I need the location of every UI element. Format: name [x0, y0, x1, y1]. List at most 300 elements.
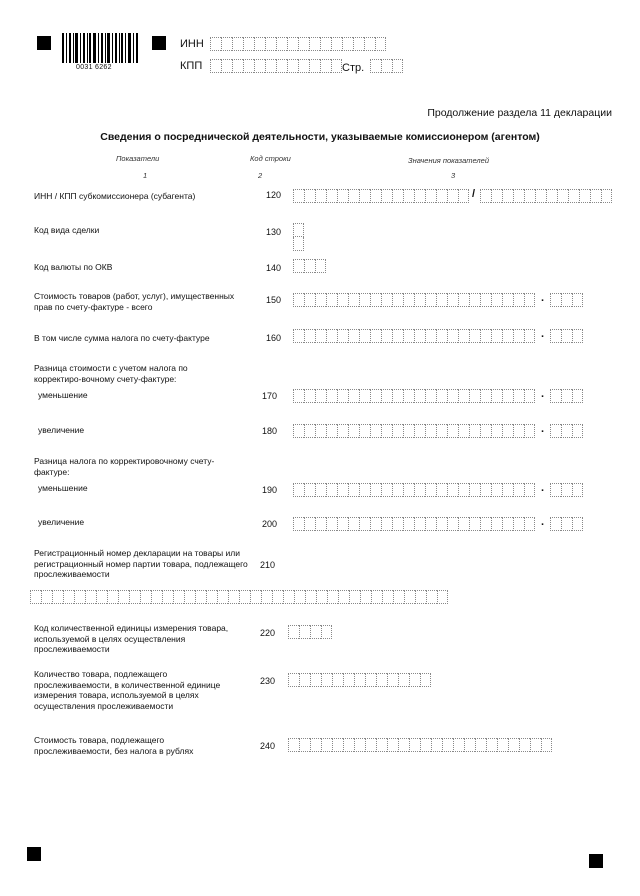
character-cell[interactable]: [30, 590, 41, 604]
character-cell[interactable]: [293, 293, 304, 307]
character-cell[interactable]: [321, 738, 332, 752]
character-cell[interactable]: [513, 293, 524, 307]
character-cell[interactable]: [425, 483, 436, 497]
character-cell[interactable]: [41, 590, 52, 604]
character-cell[interactable]: [348, 293, 359, 307]
character-cell[interactable]: [535, 189, 546, 203]
total-cost-kopecks-field[interactable]: [550, 293, 583, 307]
character-cell[interactable]: [436, 189, 447, 203]
character-cell[interactable]: [298, 59, 309, 73]
character-cell[interactable]: [447, 424, 458, 438]
character-cell[interactable]: [550, 483, 561, 497]
character-cell[interactable]: [480, 483, 491, 497]
character-cell[interactable]: [425, 517, 436, 531]
character-cell[interactable]: [360, 590, 371, 604]
character-cell[interactable]: [276, 37, 287, 51]
character-cell[interactable]: [107, 590, 118, 604]
character-cell[interactable]: [572, 389, 583, 403]
character-cell[interactable]: [293, 517, 304, 531]
character-cell[interactable]: [304, 424, 315, 438]
character-cell[interactable]: [326, 329, 337, 343]
character-cell[interactable]: [425, 424, 436, 438]
character-cell[interactable]: [315, 517, 326, 531]
character-cell[interactable]: [370, 189, 381, 203]
character-cell[interactable]: [550, 329, 561, 343]
character-cell[interactable]: [293, 237, 304, 251]
character-cell[interactable]: [491, 189, 502, 203]
character-cell[interactable]: [480, 389, 491, 403]
character-cell[interactable]: [261, 590, 272, 604]
character-cell[interactable]: [359, 329, 370, 343]
character-cell[interactable]: [332, 738, 343, 752]
character-cell[interactable]: [283, 590, 294, 604]
character-cell[interactable]: [381, 189, 392, 203]
character-cell[interactable]: [453, 738, 464, 752]
character-cell[interactable]: [392, 59, 403, 73]
character-cell[interactable]: [140, 590, 151, 604]
character-cell[interactable]: [469, 517, 480, 531]
character-cell[interactable]: [458, 424, 469, 438]
character-cell[interactable]: [502, 483, 513, 497]
character-cell[interactable]: [447, 293, 458, 307]
character-cell[interactable]: [541, 738, 552, 752]
character-cell[interactable]: [502, 424, 513, 438]
character-cell[interactable]: [458, 189, 469, 203]
character-cell[interactable]: [436, 483, 447, 497]
character-cell[interactable]: [480, 424, 491, 438]
character-cell[interactable]: [502, 329, 513, 343]
character-cell[interactable]: [304, 329, 315, 343]
character-cell[interactable]: [315, 189, 326, 203]
character-cell[interactable]: [447, 189, 458, 203]
character-cell[interactable]: [502, 389, 513, 403]
character-cell[interactable]: [337, 517, 348, 531]
character-cell[interactable]: [447, 389, 458, 403]
character-cell[interactable]: [272, 590, 283, 604]
character-cell[interactable]: [425, 293, 436, 307]
character-cell[interactable]: [315, 259, 326, 273]
character-cell[interactable]: [315, 293, 326, 307]
tax-amount-field[interactable]: [293, 329, 535, 343]
character-cell[interactable]: [568, 189, 579, 203]
character-cell[interactable]: [513, 424, 524, 438]
character-cell[interactable]: [337, 389, 348, 403]
character-cell[interactable]: [370, 329, 381, 343]
character-cell[interactable]: [524, 293, 535, 307]
character-cell[interactable]: [337, 293, 348, 307]
character-cell[interactable]: [409, 738, 420, 752]
character-cell[interactable]: [508, 738, 519, 752]
character-cell[interactable]: [287, 59, 298, 73]
character-cell[interactable]: [315, 329, 326, 343]
character-cell[interactable]: [293, 483, 304, 497]
character-cell[interactable]: [420, 673, 431, 687]
character-cell[interactable]: [572, 424, 583, 438]
character-cell[interactable]: [392, 483, 403, 497]
character-cell[interactable]: [326, 189, 337, 203]
character-cell[interactable]: [337, 189, 348, 203]
quantity-field[interactable]: [288, 673, 431, 687]
character-cell[interactable]: [601, 189, 612, 203]
character-cell[interactable]: [326, 293, 337, 307]
character-cell[interactable]: [365, 673, 376, 687]
character-cell[interactable]: [458, 517, 469, 531]
character-cell[interactable]: [524, 389, 535, 403]
character-cell[interactable]: [403, 293, 414, 307]
character-cell[interactable]: [403, 389, 414, 403]
character-cell[interactable]: [458, 329, 469, 343]
character-cell[interactable]: [348, 424, 359, 438]
character-cell[interactable]: [254, 37, 265, 51]
cost-increase-field[interactable]: [293, 424, 535, 438]
character-cell[interactable]: [491, 389, 502, 403]
character-cell[interactable]: [293, 259, 304, 273]
character-cell[interactable]: [414, 329, 425, 343]
character-cell[interactable]: [299, 625, 310, 639]
character-cell[interactable]: [392, 389, 403, 403]
tax-increase-field[interactable]: [293, 517, 535, 531]
character-cell[interactable]: [331, 59, 342, 73]
character-cell[interactable]: [458, 293, 469, 307]
character-cell[interactable]: [332, 673, 343, 687]
character-cell[interactable]: [321, 673, 332, 687]
character-cell[interactable]: [304, 189, 315, 203]
character-cell[interactable]: [447, 517, 458, 531]
character-cell[interactable]: [342, 37, 353, 51]
character-cell[interactable]: [414, 424, 425, 438]
character-cell[interactable]: [561, 329, 572, 343]
character-cell[interactable]: [195, 590, 206, 604]
character-cell[interactable]: [265, 59, 276, 73]
character-cell[interactable]: [221, 37, 232, 51]
character-cell[interactable]: [381, 424, 392, 438]
character-cell[interactable]: [309, 59, 320, 73]
character-cell[interactable]: [381, 517, 392, 531]
character-cell[interactable]: [561, 517, 572, 531]
character-cell[interactable]: [572, 329, 583, 343]
character-cell[interactable]: [469, 424, 480, 438]
character-cell[interactable]: [458, 389, 469, 403]
character-cell[interactable]: [491, 293, 502, 307]
character-cell[interactable]: [469, 389, 480, 403]
character-cell[interactable]: [315, 483, 326, 497]
character-cell[interactable]: [513, 329, 524, 343]
character-cell[interactable]: [491, 483, 502, 497]
character-cell[interactable]: [337, 329, 348, 343]
inn-subagent-field[interactable]: [293, 189, 469, 203]
character-cell[interactable]: [359, 293, 370, 307]
character-cell[interactable]: [431, 738, 442, 752]
currency-code-field[interactable]: [293, 259, 326, 273]
character-cell[interactable]: [326, 483, 337, 497]
character-cell[interactable]: [381, 329, 392, 343]
character-cell[interactable]: [480, 329, 491, 343]
character-cell[interactable]: [217, 590, 228, 604]
character-cell[interactable]: [579, 189, 590, 203]
character-cell[interactable]: [414, 293, 425, 307]
character-cell[interactable]: [310, 738, 321, 752]
character-cell[interactable]: [326, 389, 337, 403]
character-cell[interactable]: [572, 483, 583, 497]
character-cell[interactable]: [173, 590, 184, 604]
character-cell[interactable]: [370, 424, 381, 438]
character-cell[interactable]: [243, 37, 254, 51]
tax-increase-kopecks-field[interactable]: [550, 517, 583, 531]
character-cell[interactable]: [550, 517, 561, 531]
character-cell[interactable]: [331, 37, 342, 51]
character-cell[interactable]: [480, 189, 491, 203]
character-cell[interactable]: [294, 590, 305, 604]
character-cell[interactable]: [530, 738, 541, 752]
deal-type-code-field[interactable]: [293, 223, 304, 251]
character-cell[interactable]: [550, 389, 561, 403]
character-cell[interactable]: [491, 517, 502, 531]
character-cell[interactable]: [590, 189, 601, 203]
character-cell[interactable]: [310, 673, 321, 687]
character-cell[interactable]: [469, 483, 480, 497]
character-cell[interactable]: [371, 590, 382, 604]
character-cell[interactable]: [425, 389, 436, 403]
character-cell[interactable]: [447, 329, 458, 343]
character-cell[interactable]: [364, 37, 375, 51]
character-cell[interactable]: [299, 738, 310, 752]
inn-field[interactable]: [210, 37, 386, 51]
character-cell[interactable]: [436, 329, 447, 343]
character-cell[interactable]: [403, 483, 414, 497]
character-cell[interactable]: [348, 483, 359, 497]
character-cell[interactable]: [392, 517, 403, 531]
character-cell[interactable]: [458, 483, 469, 497]
character-cell[interactable]: [475, 738, 486, 752]
character-cell[interactable]: [206, 590, 217, 604]
character-cell[interactable]: [304, 517, 315, 531]
character-cell[interactable]: [305, 590, 316, 604]
character-cell[interactable]: [572, 517, 583, 531]
character-cell[interactable]: [524, 483, 535, 497]
character-cell[interactable]: [414, 517, 425, 531]
character-cell[interactable]: [304, 293, 315, 307]
character-cell[interactable]: [85, 590, 96, 604]
character-cell[interactable]: [326, 424, 337, 438]
cost-decrease-kopecks-field[interactable]: [550, 389, 583, 403]
character-cell[interactable]: [436, 293, 447, 307]
character-cell[interactable]: [414, 483, 425, 497]
character-cell[interactable]: [392, 329, 403, 343]
character-cell[interactable]: [151, 590, 162, 604]
character-cell[interactable]: [524, 189, 535, 203]
character-cell[interactable]: [480, 293, 491, 307]
character-cell[interactable]: [265, 37, 276, 51]
character-cell[interactable]: [403, 517, 414, 531]
cost-decrease-field[interactable]: [293, 389, 535, 403]
character-cell[interactable]: [370, 517, 381, 531]
character-cell[interactable]: [276, 59, 287, 73]
kpp-field[interactable]: [210, 59, 342, 73]
character-cell[interactable]: [491, 424, 502, 438]
character-cell[interactable]: [359, 483, 370, 497]
character-cell[interactable]: [436, 389, 447, 403]
character-cell[interactable]: [359, 517, 370, 531]
unit-code-field[interactable]: [288, 625, 332, 639]
character-cell[interactable]: [293, 189, 304, 203]
character-cell[interactable]: [250, 590, 261, 604]
character-cell[interactable]: [393, 590, 404, 604]
character-cell[interactable]: [381, 59, 392, 73]
character-cell[interactable]: [546, 189, 557, 203]
character-cell[interactable]: [74, 590, 85, 604]
character-cell[interactable]: [561, 483, 572, 497]
character-cell[interactable]: [348, 329, 359, 343]
character-cell[interactable]: [425, 329, 436, 343]
character-cell[interactable]: [376, 673, 387, 687]
character-cell[interactable]: [480, 517, 491, 531]
total-cost-field[interactable]: [293, 293, 535, 307]
registration-number-field[interactable]: [30, 590, 448, 604]
character-cell[interactable]: [502, 517, 513, 531]
character-cell[interactable]: [370, 59, 381, 73]
character-cell[interactable]: [348, 389, 359, 403]
character-cell[interactable]: [420, 738, 431, 752]
character-cell[interactable]: [426, 590, 437, 604]
character-cell[interactable]: [550, 293, 561, 307]
character-cell[interactable]: [118, 590, 129, 604]
character-cell[interactable]: [52, 590, 63, 604]
character-cell[interactable]: [491, 329, 502, 343]
character-cell[interactable]: [310, 625, 321, 639]
character-cell[interactable]: [524, 517, 535, 531]
character-cell[interactable]: [349, 590, 360, 604]
character-cell[interactable]: [469, 293, 480, 307]
character-cell[interactable]: [376, 738, 387, 752]
character-cell[interactable]: [381, 389, 392, 403]
character-cell[interactable]: [381, 483, 392, 497]
character-cell[interactable]: [436, 517, 447, 531]
character-cell[interactable]: [315, 389, 326, 403]
character-cell[interactable]: [321, 625, 332, 639]
character-cell[interactable]: [442, 738, 453, 752]
character-cell[interactable]: [63, 590, 74, 604]
character-cell[interactable]: [293, 329, 304, 343]
character-cell[interactable]: [404, 590, 415, 604]
character-cell[interactable]: [572, 293, 583, 307]
character-cell[interactable]: [221, 59, 232, 73]
character-cell[interactable]: [359, 189, 370, 203]
character-cell[interactable]: [486, 738, 497, 752]
character-cell[interactable]: [288, 738, 299, 752]
character-cell[interactable]: [561, 424, 572, 438]
character-cell[interactable]: [425, 189, 436, 203]
character-cell[interactable]: [403, 329, 414, 343]
character-cell[interactable]: [210, 59, 221, 73]
character-cell[interactable]: [387, 738, 398, 752]
character-cell[interactable]: [320, 59, 331, 73]
character-cell[interactable]: [513, 389, 524, 403]
character-cell[interactable]: [232, 37, 243, 51]
character-cell[interactable]: [348, 517, 359, 531]
character-cell[interactable]: [293, 389, 304, 403]
character-cell[interactable]: [288, 625, 299, 639]
character-cell[interactable]: [304, 389, 315, 403]
character-cell[interactable]: [320, 37, 331, 51]
character-cell[interactable]: [387, 673, 398, 687]
character-cell[interactable]: [513, 189, 524, 203]
character-cell[interactable]: [370, 293, 381, 307]
character-cell[interactable]: [129, 590, 140, 604]
character-cell[interactable]: [464, 738, 475, 752]
character-cell[interactable]: [375, 37, 386, 51]
character-cell[interactable]: [359, 424, 370, 438]
cost-increase-kopecks-field[interactable]: [550, 424, 583, 438]
character-cell[interactable]: [326, 517, 337, 531]
character-cell[interactable]: [524, 329, 535, 343]
character-cell[interactable]: [469, 329, 480, 343]
character-cell[interactable]: [513, 517, 524, 531]
character-cell[interactable]: [524, 424, 535, 438]
character-cell[interactable]: [96, 590, 107, 604]
character-cell[interactable]: [354, 673, 365, 687]
character-cell[interactable]: [550, 424, 561, 438]
character-cell[interactable]: [502, 189, 513, 203]
character-cell[interactable]: [337, 424, 348, 438]
character-cell[interactable]: [447, 483, 458, 497]
character-cell[interactable]: [343, 673, 354, 687]
character-cell[interactable]: [315, 424, 326, 438]
character-cell[interactable]: [288, 673, 299, 687]
character-cell[interactable]: [210, 37, 221, 51]
character-cell[interactable]: [414, 389, 425, 403]
character-cell[interactable]: [162, 590, 173, 604]
character-cell[interactable]: [398, 738, 409, 752]
character-cell[interactable]: [239, 590, 250, 604]
character-cell[interactable]: [354, 738, 365, 752]
character-cell[interactable]: [403, 189, 414, 203]
character-cell[interactable]: [337, 483, 348, 497]
character-cell[interactable]: [513, 483, 524, 497]
character-cell[interactable]: [338, 590, 349, 604]
character-cell[interactable]: [287, 37, 298, 51]
character-cell[interactable]: [353, 37, 364, 51]
character-cell[interactable]: [293, 424, 304, 438]
character-cell[interactable]: [561, 389, 572, 403]
character-cell[interactable]: [414, 189, 425, 203]
character-cell[interactable]: [502, 293, 513, 307]
character-cell[interactable]: [298, 37, 309, 51]
character-cell[interactable]: [304, 483, 315, 497]
tax-decrease-field[interactable]: [293, 483, 535, 497]
character-cell[interactable]: [392, 189, 403, 203]
character-cell[interactable]: [437, 590, 448, 604]
tax-amount-kopecks-field[interactable]: [550, 329, 583, 343]
character-cell[interactable]: [299, 673, 310, 687]
character-cell[interactable]: [403, 424, 414, 438]
character-cell[interactable]: [184, 590, 195, 604]
character-cell[interactable]: [228, 590, 239, 604]
character-cell[interactable]: [436, 424, 447, 438]
character-cell[interactable]: [293, 223, 304, 237]
character-cell[interactable]: [304, 259, 315, 273]
character-cell[interactable]: [497, 738, 508, 752]
character-cell[interactable]: [327, 590, 338, 604]
character-cell[interactable]: [370, 483, 381, 497]
character-cell[interactable]: [343, 738, 354, 752]
character-cell[interactable]: [409, 673, 420, 687]
character-cell[interactable]: [382, 590, 393, 604]
character-cell[interactable]: [557, 189, 568, 203]
character-cell[interactable]: [254, 59, 265, 73]
character-cell[interactable]: [243, 59, 254, 73]
tax-decrease-kopecks-field[interactable]: [550, 483, 583, 497]
character-cell[interactable]: [348, 189, 359, 203]
